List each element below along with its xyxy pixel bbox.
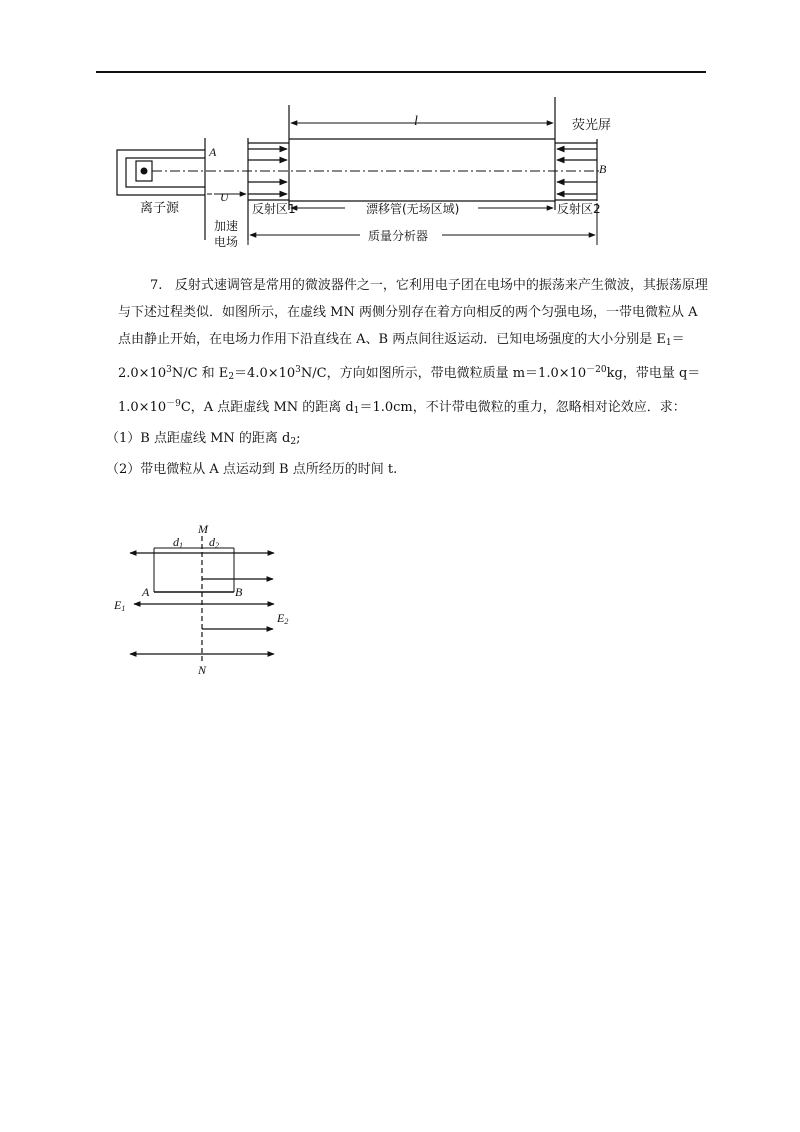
e1-subscript: 1 xyxy=(665,338,672,348)
question-number: 7. xyxy=(150,278,163,293)
subquestion-1-text: （1）B 点距虚线 MN 的距离 d xyxy=(106,431,291,446)
e1-exponent: 3 xyxy=(166,365,172,375)
charge-exponent: －9 xyxy=(166,399,181,409)
label-reflect1: 反射区1 xyxy=(252,202,296,216)
e2-unit: N/C，方向如图所示，带电微粒质量 m＝1.0×10 xyxy=(300,366,587,381)
mass-unit: kg，带电量 q＝1.0×10 xyxy=(118,366,701,415)
label-screen: 荧光屏 xyxy=(572,118,612,133)
label-accel-1: 加速 xyxy=(214,219,239,233)
label-B-fig1: B xyxy=(599,162,607,176)
label-B-fig2: B xyxy=(235,585,243,599)
subquestion-2: （2）带电微粒从 A 点运动到 B 点所经历的时间 t. xyxy=(106,462,398,477)
e1-unit: N/C 和 E xyxy=(171,366,229,381)
label-accel-2: 电场 xyxy=(214,235,239,249)
e2-value: ＝4.0×10 xyxy=(234,366,296,381)
charge-unit: C，A 点距虚线 MN 的距离 d xyxy=(180,400,354,415)
label-reflect2: 反射区2 xyxy=(557,202,601,216)
label-mass-analyzer: 质量分析器 xyxy=(368,229,429,243)
e2-subscript: 2 xyxy=(228,372,235,382)
d1-subscript: 1 xyxy=(353,406,360,416)
label-drift: 漂移管(无场区域) xyxy=(366,202,460,216)
label-A-fig1: A xyxy=(209,145,217,159)
label-A-fig2: A xyxy=(142,585,150,599)
stem-text: 反射式速调管是常用的微波器件之一，它利用电子团在电场中的振荡来产生微波，其振荡原理与下述过程类似．如图所示，在虚线 MN 两侧分别存在着方向相反的两个匀强电场，一带电微粒从 A 点由静止开始，在电场力作用下沿直线在 A、B 两点间往返运动．已知电场强度的大小分别是 E xyxy=(118,278,708,347)
label-E2: E2 xyxy=(277,611,289,626)
label-M: M xyxy=(198,522,208,536)
label-d1: d1 xyxy=(173,535,183,550)
label-U: U xyxy=(220,190,229,204)
e2-exponent: 3 xyxy=(295,365,301,375)
mass-exponent: －20 xyxy=(586,365,607,375)
label-ion-source: 离子源 xyxy=(140,201,180,216)
label-N: N xyxy=(198,663,207,677)
d2-subscript: 2 xyxy=(290,437,297,447)
label-E1: E1 xyxy=(114,598,126,613)
subquestion-1-suffix: ; xyxy=(296,431,301,446)
stem-tail: ＝1.0cm，不计带电微粒的重力，忽略相对论效应．求： xyxy=(359,400,686,415)
label-l: l xyxy=(414,114,418,129)
e1-value: ＝2.0×10 xyxy=(118,332,685,381)
label-d2: d2 xyxy=(209,535,219,550)
dimension-d1-d2 xyxy=(154,548,234,592)
